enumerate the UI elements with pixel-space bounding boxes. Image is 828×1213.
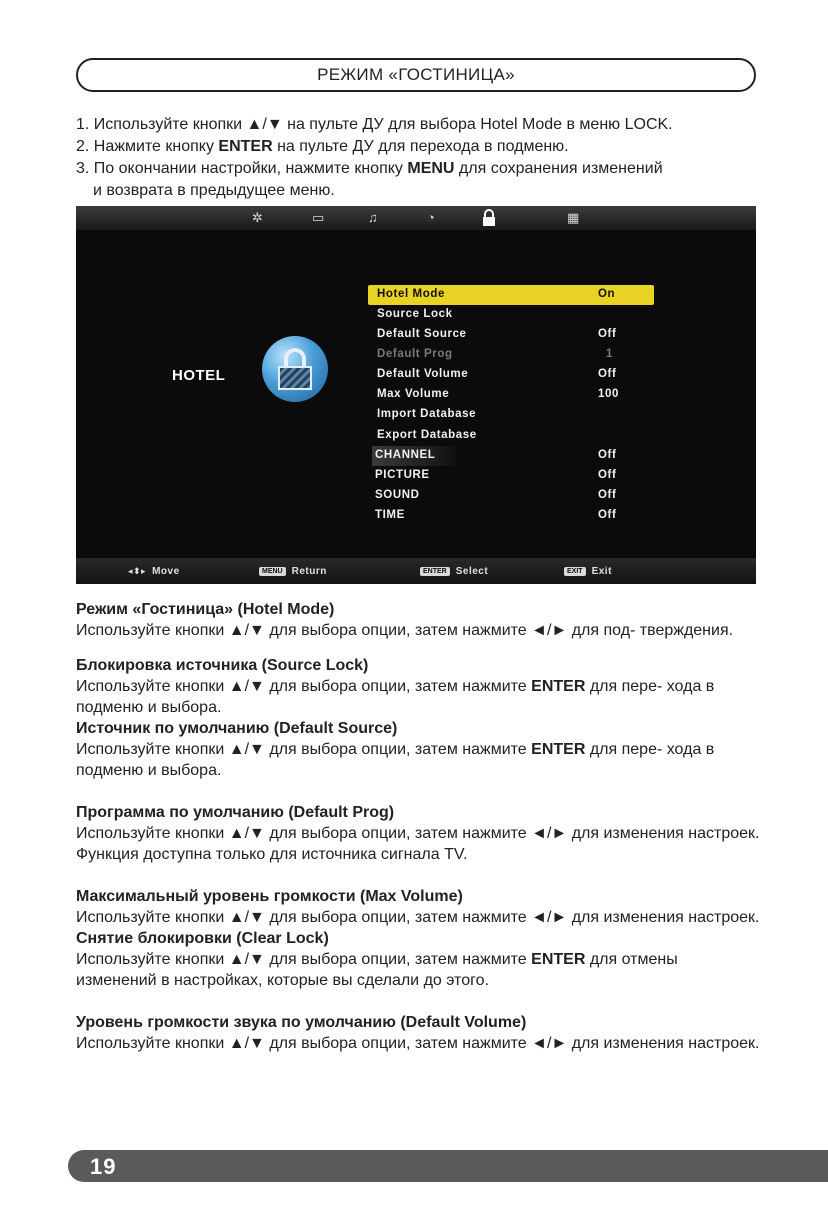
exit-key-icon: EXIT — [564, 567, 586, 576]
section-heading: Снятие блокировки (Clear Lock) — [76, 930, 329, 947]
exit-hint — [564, 566, 612, 577]
menu-item-value: Off — [598, 328, 617, 340]
select-label: Select — [455, 566, 489, 577]
arrows-icon: ◂⬍▸ — [128, 566, 147, 576]
menu-item-hotel-mode[interactable] — [368, 285, 654, 305]
menu-item-default-prog — [368, 345, 654, 365]
menu-item-time[interactable] — [368, 506, 654, 526]
tv-top-bar — [76, 206, 756, 230]
padlock-icon — [262, 336, 328, 402]
section-heading: Блокировка источника (Source Lock) — [76, 657, 369, 674]
menu-item-label: Source Lock — [377, 308, 453, 320]
section-body — [76, 949, 760, 991]
menu-item-value: Off — [598, 368, 617, 380]
section-body-text-end: для пере- хода в подменю и выбора. — [76, 678, 715, 716]
menu-key-label: MENU — [407, 160, 455, 177]
screen-icon[interactable]: ▭ — [312, 210, 325, 225]
step-2-text: 2. Нажмите кнопку — [76, 138, 219, 155]
menu-item-value: 1 — [606, 348, 613, 360]
step-2 — [76, 136, 766, 158]
section-heading: Режим «Гостиница» (Hotel Mode) — [76, 601, 335, 618]
section-heading: Источник по умолчанию (Default Source) — [76, 720, 398, 737]
enter-key-label: ENTER — [531, 678, 586, 695]
section-body-text-end: для отмены изменений в настройках, которые вы сделали до этого. — [76, 951, 678, 989]
section-body: Используйте кнопки ▲/▼ для выбора опции, затем нажмите ◄/► для под- тверждения. — [76, 622, 734, 639]
enter-key-label: ENTER — [531, 741, 586, 758]
section-default-volume — [76, 1012, 760, 1054]
section-default-source — [76, 718, 760, 781]
tv-bottom-bar — [76, 558, 756, 584]
section-body-text-end: для пере- хода в подменю и выбора. — [76, 741, 715, 779]
menu-item-source-lock[interactable] — [368, 305, 654, 325]
menu-item-picture[interactable] — [368, 466, 654, 486]
menu-item-label: Default Volume — [377, 368, 469, 380]
page-number: 19 — [90, 1154, 117, 1179]
instruction-steps — [76, 114, 766, 202]
menu-item-default-source[interactable] — [368, 325, 654, 345]
menu-item-value: 100 — [598, 388, 619, 400]
step-3-continued: и возврата в предыдущее меню. — [93, 182, 335, 199]
menu-item-max-volume[interactable] — [368, 385, 654, 405]
lock-icon[interactable] — [478, 206, 500, 230]
page-footer — [68, 1150, 828, 1182]
return-label: Return — [291, 566, 327, 577]
menu-item-label: Default Prog — [377, 348, 453, 360]
menu-item-label: CHANNEL — [375, 449, 436, 461]
menu-item-label: Hotel Mode — [377, 288, 445, 300]
hotel-label: HOTEL — [172, 367, 226, 384]
step-3 — [76, 158, 766, 180]
section-body: Используйте кнопки ▲/▼ для выбора опции, затем нажмите ◄/► для изменения настроек. — [76, 1035, 760, 1052]
gear-icon[interactable]: ✲ — [252, 210, 263, 225]
page-title: РЕЖИМ «ГОСТИНИЦА» — [76, 58, 756, 92]
menu-item-channel[interactable] — [368, 446, 654, 466]
section-clear-lock — [76, 928, 760, 991]
section-heading: Уровень громкости звука по умолчанию (Default Volume) — [76, 1014, 527, 1031]
menu-item-label: SOUND — [375, 489, 420, 501]
section-body-text: Используйте кнопки ▲/▼ для выбора опции, затем нажмите — [76, 951, 532, 968]
section-body: Используйте кнопки ▲/▼ для выбора опции, затем нажмите ◄/► для изменения настроек. Функция доступна только для источника сигнала TV. — [76, 825, 760, 863]
menu-item-label: PICTURE — [375, 469, 430, 481]
move-label: Move — [152, 566, 180, 577]
select-hint — [420, 566, 488, 577]
exit-label: Exit — [591, 566, 612, 577]
menu-item-import-database[interactable] — [368, 405, 654, 425]
section-max-volume — [76, 886, 760, 928]
menu-item-label: Import Database — [377, 408, 477, 420]
menu-item-label: Export Database — [377, 429, 477, 441]
step-3-text-end: для сохранения изменений — [454, 160, 663, 177]
clock-icon[interactable]: ◔ — [427, 210, 435, 225]
return-hint — [259, 566, 327, 577]
menu-item-sound[interactable] — [368, 486, 654, 506]
menu-item-value: Off — [598, 469, 617, 481]
section-source-lock — [76, 655, 760, 718]
section-body-text: Используйте кнопки ▲/▼ для выбора опции, затем нажмите — [76, 741, 532, 758]
step-2-text-end: на пульте ДУ для перехода в подменю. — [272, 138, 569, 155]
section-default-prog — [76, 802, 760, 865]
step-3-text: 3. По окончании настройки, нажмите кнопку — [76, 160, 408, 177]
menu-key-icon: MENU — [259, 567, 286, 576]
grid-icon[interactable]: ▦ — [567, 210, 580, 225]
section-body — [76, 676, 760, 718]
menu-item-label: Default Source — [377, 328, 467, 340]
music-icon[interactable]: ♫ — [368, 210, 378, 225]
enter-key-label: ENTER — [531, 951, 586, 968]
menu-item-label: Max Volume — [377, 388, 450, 400]
section-body-text: Используйте кнопки ▲/▼ для выбора опции, затем нажмите — [76, 678, 532, 695]
menu-item-label: TIME — [375, 509, 405, 521]
section-body — [76, 739, 760, 781]
step-1: 1. Используйте кнопки ▲/▼ на пульте ДУ для выбора Hotel Mode в меню LOCK. — [76, 116, 673, 133]
tv-menu-screenshot — [76, 206, 756, 584]
menu-item-value: Off — [598, 449, 617, 461]
menu-item-default-volume[interactable] — [368, 365, 654, 385]
enter-key-label: ENTER — [218, 138, 273, 155]
menu-item-export-database[interactable] — [368, 426, 654, 446]
section-heading: Максимальный уровень громкости (Max Volume) — [76, 888, 463, 905]
enter-key-icon: ENTER — [420, 567, 450, 576]
section-hotel-mode — [76, 599, 760, 641]
section-heading: Программа по умолчанию (Default Prog) — [76, 804, 395, 821]
option-descriptions — [76, 599, 760, 1054]
menu-item-value: Off — [598, 489, 617, 501]
section-body: Используйте кнопки ▲/▼ для выбора опции, затем нажмите ◄/► для изменения настроек. — [76, 909, 760, 926]
menu-item-value: Off — [598, 509, 617, 521]
menu-item-value: On — [598, 288, 616, 300]
move-hint — [128, 566, 180, 577]
